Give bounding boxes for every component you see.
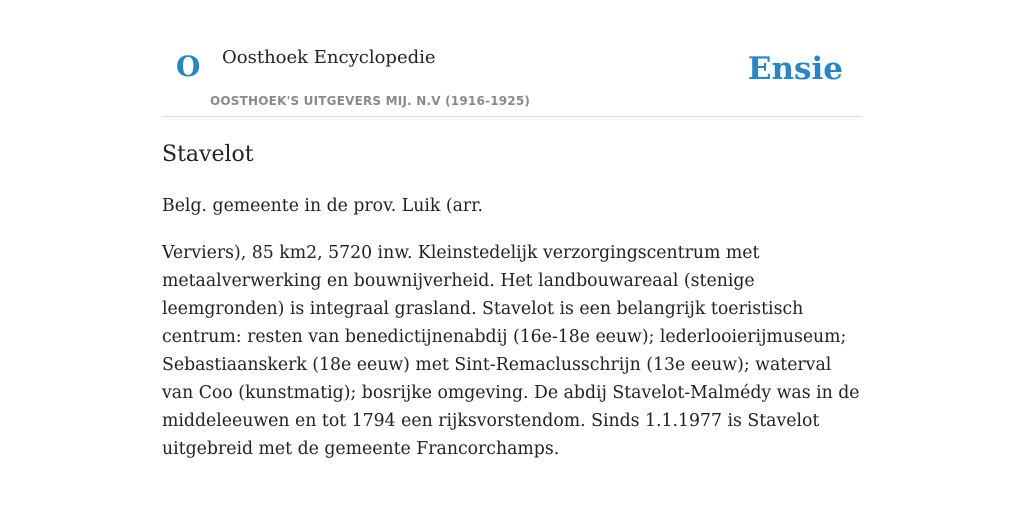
entry-paragraph: Belg. gemeente in de prov. Luik (arr.: [162, 196, 484, 216]
source-subtitle: OOSTHOEK'S UITGEVERS MIJ. N.V (1916-1925): [210, 94, 531, 108]
ensie-logo-link[interactable]: Ensie: [747, 51, 843, 87]
entry-paragraph: Verviers), 85 km2, 5720 inw. Kleinstedelijk verzorgingscentrum met metaalverwerking en bouwnijverheid. Het landbouwareaal (stenige leemgronden) is integraal grasland. Stavelot is een belangrijk toeristisch centrum: resten van benedictijnenabdij (16e-18e eeuw); lederlooierijmuseum; Sebastiaanskerk (18e eeuw) met Sint-Remaclusschrijn (13e eeuw); waterval van Coo (kunstmatig); bosrijke omgeving. De abdij Stavelot-Malmédy was in de middeleeuwen en tot 1794 een rijksvorstendom. Sinds 1.1.1977 is Stavelot uitgebreid met de gemeente Francorchamps.: [162, 243, 860, 459]
source-title-link[interactable]: Oosthoek Encyclopedie: [222, 47, 436, 68]
source-header: [162, 0, 862, 117]
source-logo[interactable]: O: [176, 50, 201, 83]
entry-title: Stavelot: [162, 142, 254, 167]
